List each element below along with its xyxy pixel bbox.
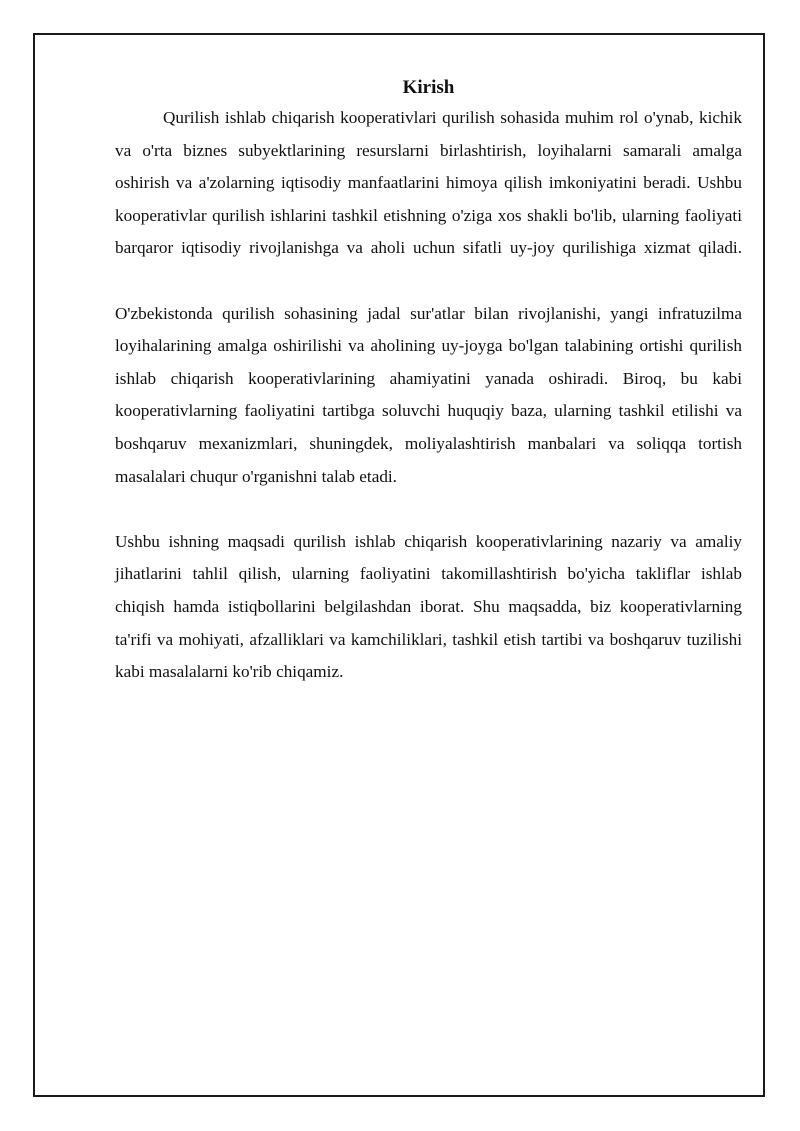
paragraph-spacer — [115, 493, 742, 526]
paragraph-spacer — [115, 265, 742, 298]
document-body — [115, 74, 742, 689]
paragraph-3: Ushbu ishning maqsadi qurilish ishlab chiqarish kooperativlarining nazariy va amaliy jihatlarini tahlil qilish, ularning faoliyatini takomillashtirish bo'yicha takliflar ishlab chiqish hamda istiqbollarini belgilashdan iborat. Shu maqsadda, biz kooperativlarning ta'rifi va mohiyati, afzalliklari va kamchiliklari, tashkil etish tartibi va boshqaruv tuzilishi kabi masalalarni ko'rib chiqamiz. — [115, 531, 742, 682]
paragraph-1: Qurilish ishlab chiqarish kooperativlari qurilish sohasida muhim rol o'ynab, kichik va o'rta biznes subyektlarining resurslarni birlashtirish, loyihalarni samarali amalga oshirish va a'zolarning iqtisodiy manfaatlarini himoya qilish imkoniyatini beradi. Ushbu kooperativlar qurilish ishlarini tashkil etishning o'ziga xos shakli bo'lib, ularning faoliyati barqaror iqtisodiy rivojlanishga va aholi uchun sifatli uy-joy qurilishiga xizmat qiladi. — [115, 108, 742, 258]
paragraph-2: O'zbekistonda qurilish sohasining jadal sur'atlar bilan rivojlanishi, yangi infratuzilma loyihalarining amalga oshirilishi va aholining uy-joyga bo'lgan talabining ortishi qurilish ishlab chiqarish kooperativlarining ahamiyatini yanada oshiradi. Biroq, bu kabi kooperativlarning faoliyatini tartibga soluvchi huquqiy baza, ularning tashkil etilishi va boshqaruv mexanizmlari, shuningdek, moliyalashtirish manbalari va soliqqa tortish masalalari chuqur o'rganishni talab etadi. — [115, 303, 742, 486]
document-title: Kirish — [402, 77, 455, 98]
